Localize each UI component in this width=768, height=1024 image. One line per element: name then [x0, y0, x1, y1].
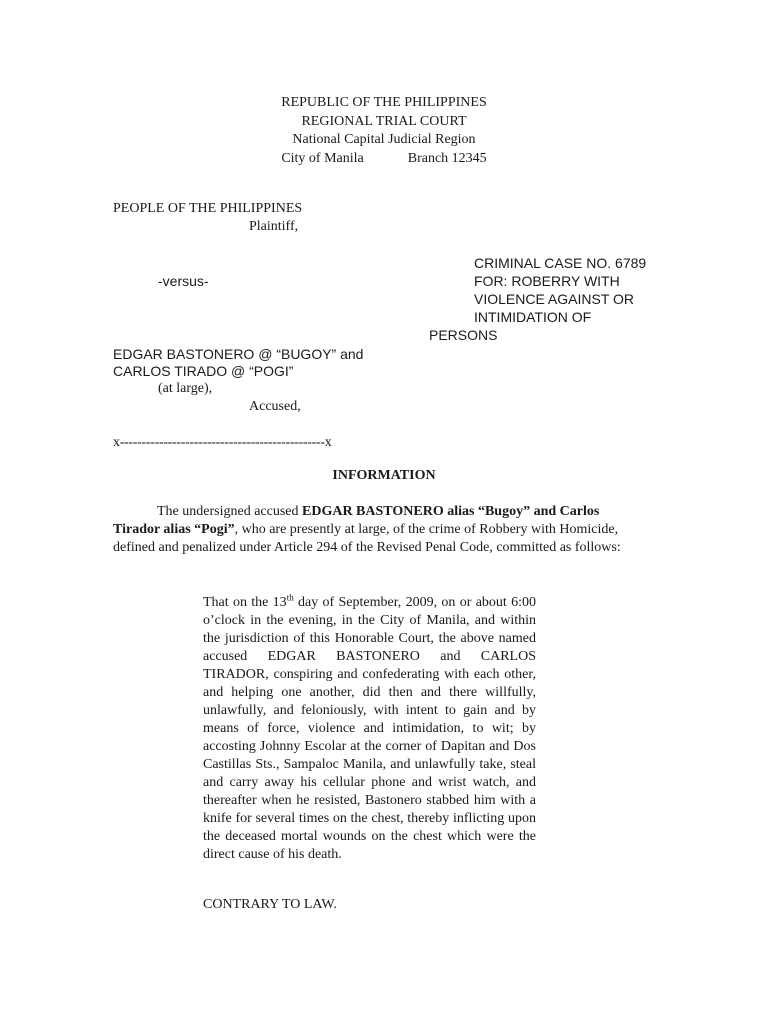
closing-statement: CONTRARY TO LAW. [203, 897, 337, 912]
plaintiff-role: Plaintiff, [249, 219, 299, 234]
body-part-1: That on the 13 [203, 595, 287, 610]
intro-text-1: The undersigned accused [157, 504, 302, 519]
court-header-line2: REGIONAL TRIAL COURT [301, 113, 467, 129]
case-for-line4: PERSONS [429, 327, 498, 343]
caption-separator: x-----------------------------------------------x [113, 435, 332, 450]
court-branch: Branch 12345 [407, 150, 487, 166]
intro-text-2: , who are presently at large, of the crime of Robbery with Homicide, defined and penalized under Article 294 of the Revised Penal Code, committed as follows: [113, 522, 621, 555]
court-header [0, 94, 768, 168]
court-header-city-branch [0, 150, 768, 169]
accused-status: (at large), [158, 381, 213, 396]
intro-accused-names: EDGAR BASTONERO alias “Bugoy” and Carlos Tirador alias “Pogi” [113, 504, 600, 537]
accused-role: Accused, [249, 399, 301, 414]
case-for-line1: FOR: ROBERRY WITH [474, 273, 620, 289]
court-city: City of Manila [281, 150, 364, 166]
document-title: INFORMATION [332, 468, 436, 483]
accused-line2: CARLOS TIRADO @ “POGI” [113, 363, 294, 379]
court-header-line3: National Capital Judicial Region [292, 132, 476, 147]
case-for-line2: VIOLENCE AGAINST OR [474, 291, 635, 307]
versus-label: -versus- [158, 273, 209, 289]
accused-line1: EDGAR BASTONERO @ “BUGOY” and [113, 346, 364, 362]
body-paragraph [203, 594, 536, 864]
body-superscript: th [286, 592, 294, 603]
case-for-line3: INTIMIDATION OF [474, 309, 592, 325]
body-part-2: day of September, 2009, on or about 6:00 o’clock in the evening, in the City of Manila, and within the jurisdiction of this Honorable Court, the above named accused EDGAR BASTONERO and CARLOS TIRADOR, conspiring and confederating with each other, and helping one another, did then and there willfully, unlawfully, and feloniously, with intent to gain and by means of force, violence and intimidation, to wit; by accosting Johnny Escolar at the corner of Dapitan and Dos Castillas Sts., Sampaloc Manila, and unlawfully take, steal and carry away his cellular phone and wrist watch, and thereafter when he resisted, Bastonero stabbed him with a knife for several times on the chest, thereby inflicting upon the deceased mortal wounds on the chest which were the direct cause of his death. [203, 595, 536, 862]
plaintiff-name: PEOPLE OF THE PHILIPPINES [113, 201, 303, 216]
case-number: CRIMINAL CASE NO. 6789 [474, 255, 647, 271]
court-header-line1: REPUBLIC OF THE PHILIPPINES [281, 95, 487, 110]
intro-paragraph [113, 503, 637, 557]
